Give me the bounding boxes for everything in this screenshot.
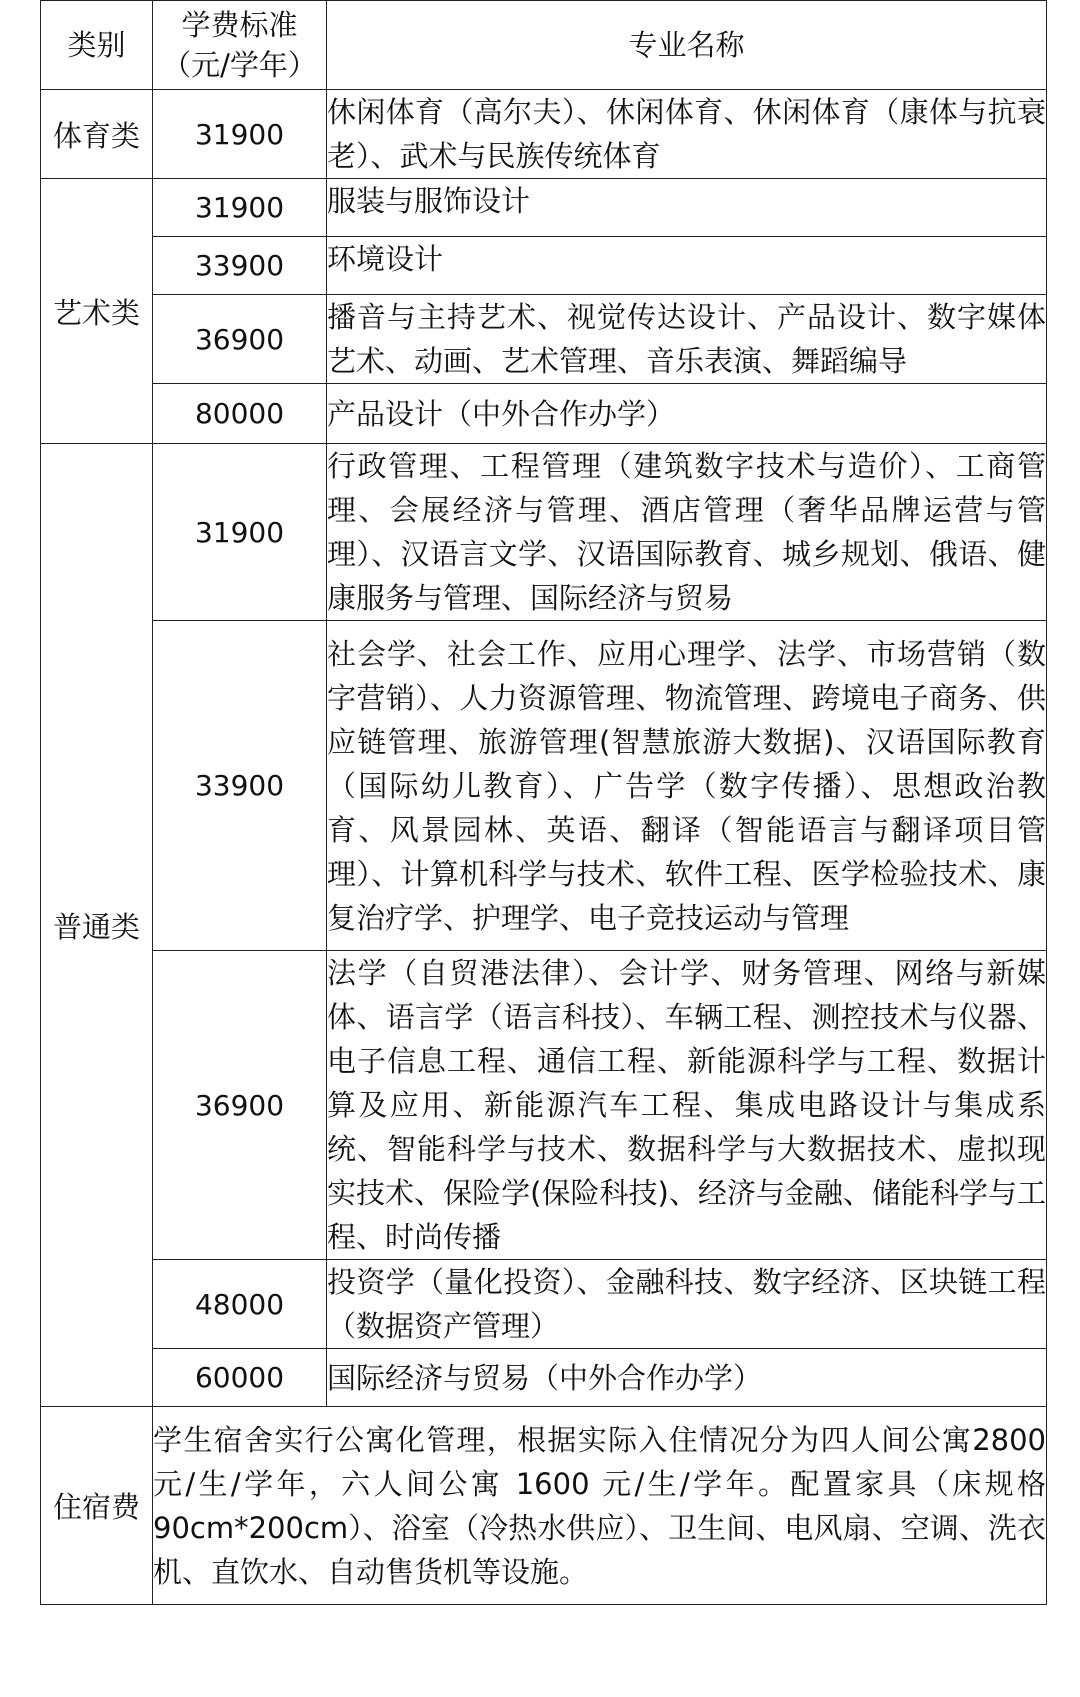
category-cell-lodging: 住宿费 (41, 1407, 153, 1605)
majors-cell: 服装与服饰设计 (327, 179, 1047, 237)
majors-cell: 播音与主持艺术、视觉传达设计、产品设计、数字媒体艺术、动画、艺术管理、音乐表演、舞蹈编导 (327, 295, 1047, 384)
header-majors: 专业名称 (327, 1, 1047, 90)
tuition-table (40, 0, 1047, 1605)
table-header-row (41, 1, 1047, 90)
header-fee-line2: （元/学年） (162, 48, 317, 82)
majors-cell: 环境设计 (327, 237, 1047, 295)
table-row (41, 444, 1047, 621)
fee-cell: 31900 (153, 90, 327, 179)
header-fee-line1: 学费标准 (181, 8, 298, 42)
header-fee (153, 1, 327, 90)
fee-cell: 33900 (153, 237, 327, 295)
table-row (41, 1260, 1047, 1349)
fee-cell: 31900 (153, 179, 327, 237)
header-category: 类别 (41, 1, 153, 90)
fee-cell: 36900 (153, 295, 327, 384)
category-cell-art: 艺术类 (41, 179, 153, 444)
majors-cell: 社会学、社会工作、应用心理学、法学、市场营销（数字营销）、人力资源管理、物流管理、跨境电子商务、供应链管理、旅游管理(智慧旅游大数据)、汉语国际教育（国际幼儿教育）、广告学（数字传播）、思想政治教育、风景园林、英语、翻译（智能语言与翻译项目管理）、计算机科学与技术、软件工程、医学检验技术、康复治疗学、护理学、电子竞技运动与管理 (327, 621, 1047, 951)
majors-cell: 法学（自贸港法律）、会计学、财务管理、网络与新媒体、语言学（语言科技）、车辆工程、测控技术与仪器、电子信息工程、通信工程、新能源科学与工程、数据计算及应用、新能源汽车工程、集成电路设计与集成系统、智能科学与技术、数据科学与大数据技术、虚拟现实技术、保险学(保险科技)、经济与金融、储能科学与工程、时尚传播 (327, 951, 1047, 1260)
majors-cell: 国际经济与贸易（中外合作办学） (327, 1349, 1047, 1407)
table-row (41, 951, 1047, 1260)
fee-cell: 48000 (153, 1260, 327, 1349)
category-cell-general: 普通类 (41, 444, 153, 1407)
table-row-lodging (41, 1407, 1047, 1605)
fee-cell: 36900 (153, 951, 327, 1260)
fee-cell: 80000 (153, 384, 327, 444)
majors-cell: 产品设计（中外合作办学） (327, 384, 1047, 444)
table-row (41, 384, 1047, 444)
majors-cell: 行政管理、工程管理（建筑数字技术与造价）、工商管理、会展经济与管理、酒店管理（奢华品牌运营与管理）、汉语言文学、汉语国际教育、城乡规划、俄语、健康服务与管理、国际经济与贸易 (327, 444, 1047, 621)
category-cell-sports: 体育类 (41, 90, 153, 179)
fee-cell: 33900 (153, 621, 327, 951)
majors-cell: 投资学（量化投资）、金融科技、数字经济、区块链工程（数据资产管理） (327, 1260, 1047, 1349)
table-row (41, 621, 1047, 951)
lodging-description: 学生宿舍实行公寓化管理，根据实际入住情况分为四人间公寓2800 元/生/学年，六人间公寓 1600 元/生/学年。配置家具（床规格 90cm*200cm）、浴室（冷热水供应）、卫生间、电风扇、空调、洗衣机、直饮水、自动售货机等设施。 (153, 1407, 1047, 1605)
table-row (41, 1349, 1047, 1407)
table-row (41, 295, 1047, 384)
majors-cell: 休闲体育（高尔夫）、休闲体育、休闲体育（康体与抗衰老）、武术与民族传统体育 (327, 90, 1047, 179)
table-row (41, 90, 1047, 179)
table-row (41, 237, 1047, 295)
fee-cell: 31900 (153, 444, 327, 621)
fee-cell: 60000 (153, 1349, 327, 1407)
table-row (41, 179, 1047, 237)
